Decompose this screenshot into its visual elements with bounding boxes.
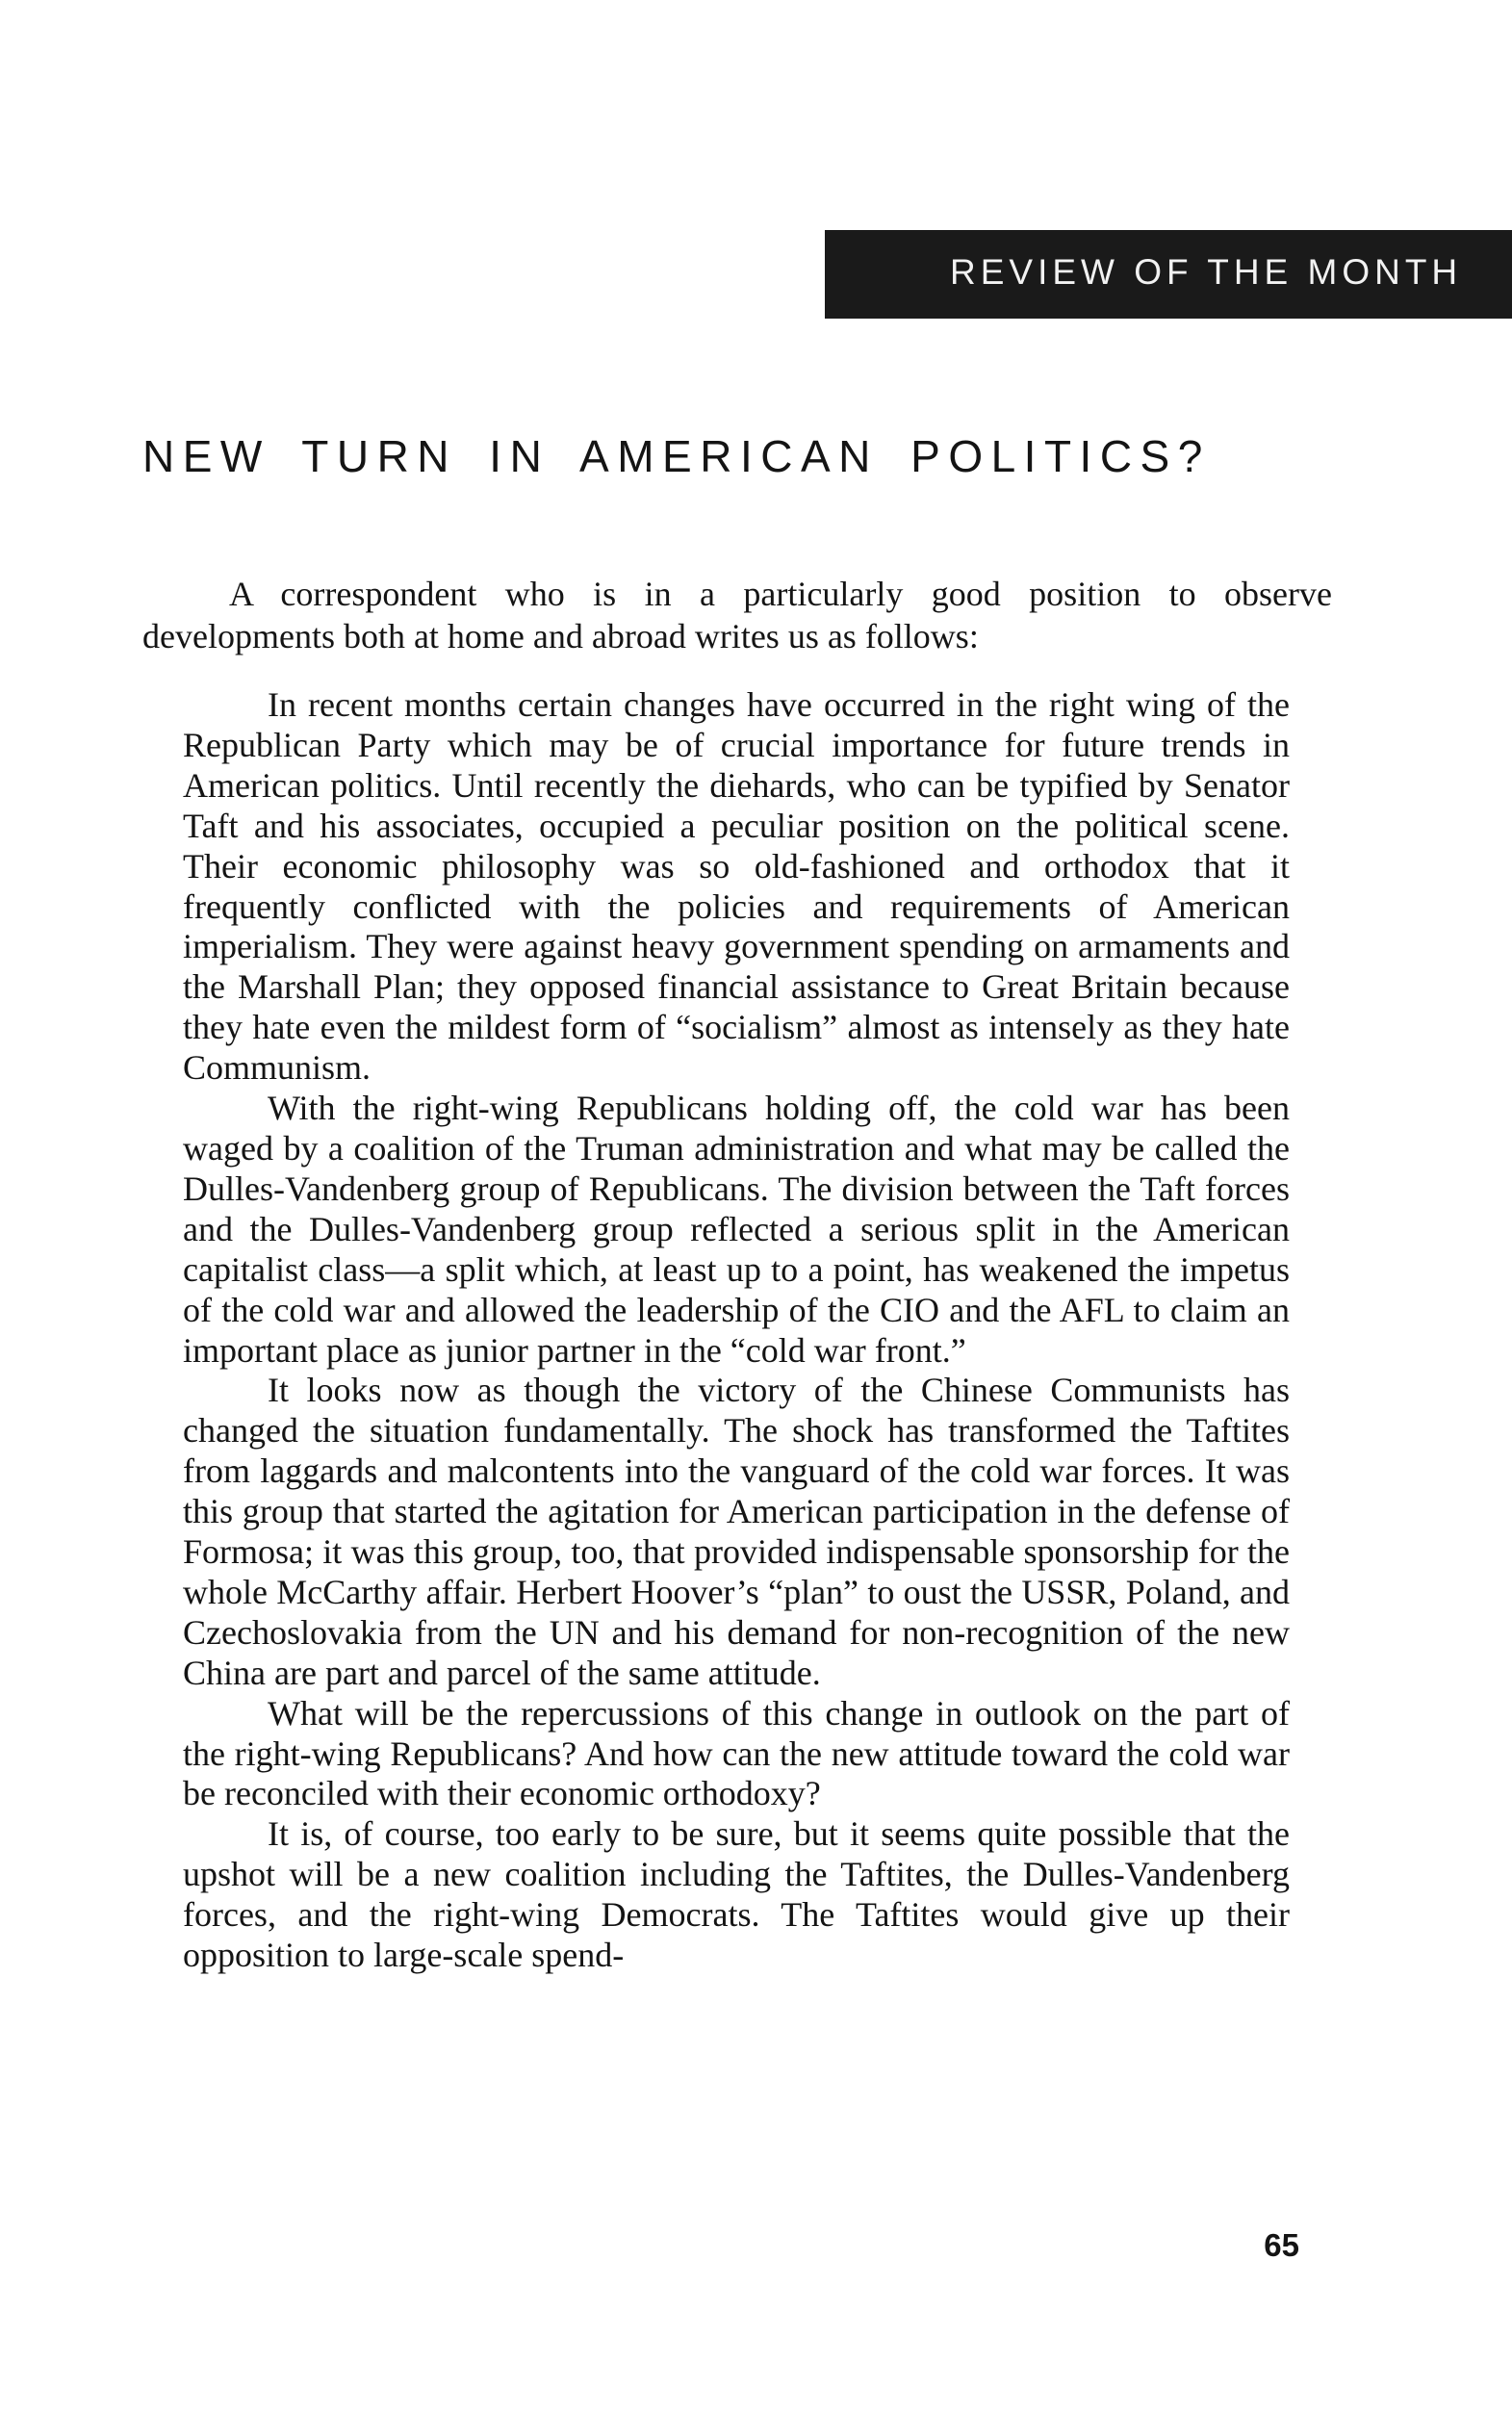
quoted-letter	[183, 685, 1290, 1976]
quote-paragraph: What will be the repercussions of this change in outlook on the part of the right-wing Republicans? And how can the new attitude toward the cold war be reconciled with their economic orthodoxy?	[183, 1693, 1290, 1813]
quote-paragraph: With the right-wing Republicans holding off, the cold war has been waged by a coalition of the Truman administration and what may be called the Dulles-Vandenberg group of Republicans. The division between the Taft forces and the Dulles-Vandenberg group reflected a serious split in the American capitalist class—a split which, at least up to a point, has weakened the impetus of the cold war and allowed the leadership of the CIO and the AFL to claim an important place as junior partner in the “cold war front.”	[183, 1089, 1290, 1370]
article-title: NEW TURN IN AMERICAN POLITICS?	[142, 431, 1211, 481]
section-label: REVIEW OF THE MONTH	[950, 252, 1463, 292]
quote-paragraph: It is, of course, too early to be sure, but it seems quite possible that the upshot will be a new coalition including the Taftites, the Dulles-Vandenberg forces, and the right-wing Democrats. The Taftites would give up their opposition to large-scale spend-	[183, 1814, 1290, 1975]
quote-paragraph: In recent months certain changes have occurred in the right wing of the Republican Party which may be of crucial importance for future trends in American politics. Until recently the diehards, who can be typified by Senator Taft and his associates, occupied a peculiar position on the political scene. Their economic philosophy was so old-fashioned and orthodox that it frequently conflicted with the policies and requirements of American imperialism. They were against heavy government spending on armaments and the Marshall Plan; they opposed financial assistance to Great Britain because they hate even the mildest form of “socialism” almost as intensely as they hate Communism.	[183, 685, 1290, 1088]
page-number: 65	[1264, 2227, 1299, 2263]
quote-paragraph: It looks now as though the victory of the Chinese Communists has changed the situation fundamentally. The shock has transformed the Taftites from laggards and malcontents into the vanguard of the cold war forces. It was this group that started the agitation for American participation in the defense of Formosa; it was this group, too, that provided indispensable sponsorship for the whole McCarthy affair. Herbert Hoover’s “plan” to oust the USSR, Poland, and Czechoslovakia from the UN and his demand for non-recognition of the new China are part and parcel of the same attitude.	[183, 1371, 1290, 1692]
section-banner	[825, 230, 1512, 319]
intro-paragraph: A correspondent who is in a particularly good position to observe developments both at home and abroad writes us as follows:	[142, 575, 1332, 655]
